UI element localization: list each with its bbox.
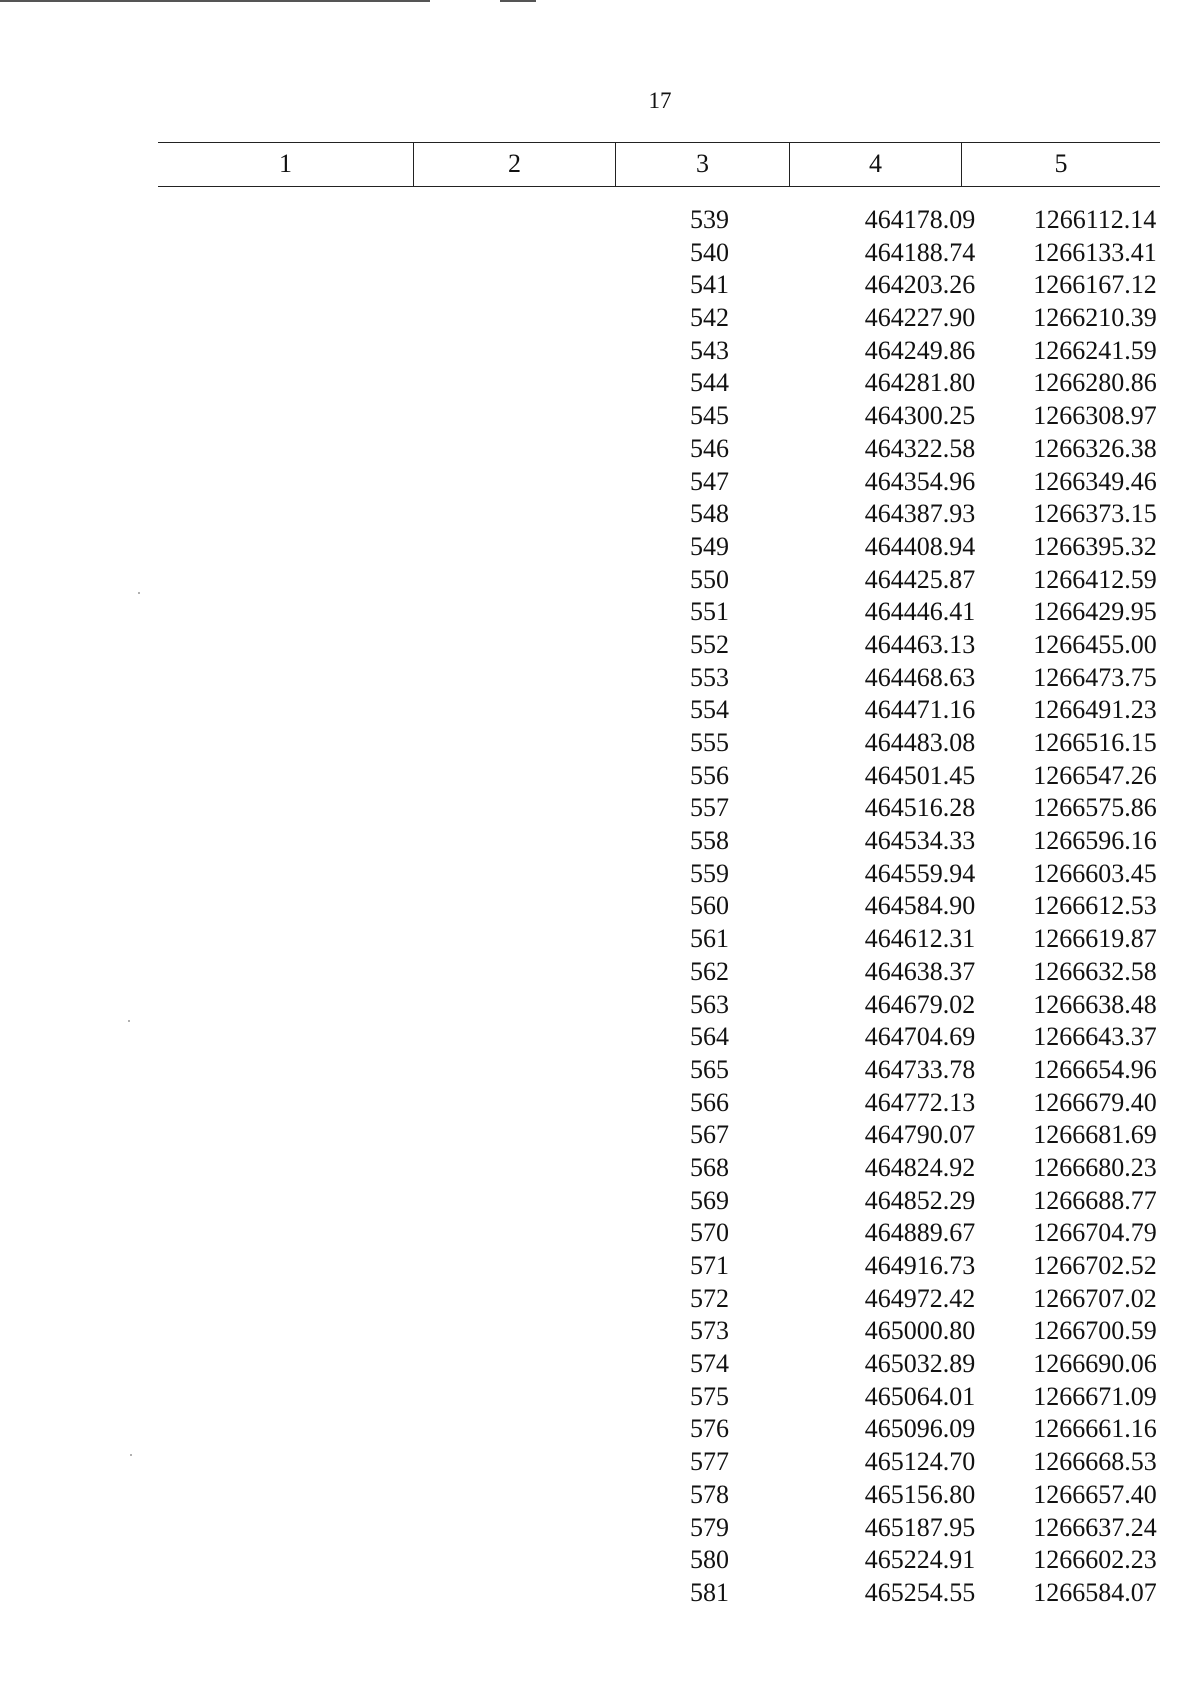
- table-row: [620, 956, 1180, 989]
- point-number-cell: 550: [690, 564, 729, 594]
- y-coordinate-cell: 1266133.41: [1033, 237, 1157, 267]
- point-number-cell: 568: [690, 1152, 729, 1182]
- table-row: [620, 694, 1180, 727]
- x-coordinate-cell: 464704.69: [864, 1022, 976, 1052]
- table-row: [620, 204, 1180, 237]
- y-coordinate-cell: 1266516.15: [1033, 728, 1157, 757]
- table-row: [620, 1119, 1180, 1152]
- table-row: [620, 629, 1180, 662]
- table-row: [620, 1479, 1180, 1512]
- x-coordinate-cell: 465032.89: [864, 1349, 976, 1379]
- table-row: [620, 1348, 1180, 1381]
- point-number-cell: 557: [690, 793, 729, 823]
- point-number-cell: 573: [690, 1316, 729, 1346]
- x-coordinate-cell: 464178.09: [864, 205, 976, 234]
- y-coordinate-cell: 1266654.96: [1033, 1054, 1157, 1084]
- y-coordinate-cell: 1266429.95: [1033, 597, 1157, 627]
- y-coordinate-cell: 1266210.39: [1033, 303, 1157, 333]
- x-coordinate-cell: 464772.13: [864, 1087, 976, 1117]
- y-coordinate-cell: 1266637.24: [1033, 1512, 1157, 1542]
- y-coordinate-cell: 1266349.46: [1033, 466, 1157, 496]
- table-header-bottom-rule: [158, 186, 1160, 187]
- y-coordinate-cell: 1266688.77: [1033, 1185, 1157, 1215]
- point-number-cell: 542: [690, 303, 729, 333]
- point-number-cell: 551: [690, 597, 729, 627]
- x-coordinate-cell: 464559.94: [864, 858, 976, 888]
- y-coordinate-cell: 1266681.69: [1033, 1120, 1157, 1150]
- table-row: [620, 302, 1180, 335]
- y-coordinate-cell: 1266491.23: [1033, 695, 1157, 725]
- y-coordinate-cell: 1266112.14: [1033, 205, 1157, 234]
- y-coordinate-cell: 1266702.52: [1033, 1251, 1157, 1280]
- table-row: [620, 1152, 1180, 1185]
- y-coordinate-cell: 1266680.23: [1033, 1152, 1157, 1182]
- point-number-cell: 560: [690, 891, 729, 921]
- x-coordinate-cell: 464972.42: [864, 1283, 976, 1313]
- column-header-5: 5: [1054, 149, 1068, 178]
- y-coordinate-cell: 1266700.59: [1033, 1316, 1157, 1346]
- x-coordinate-cell: 464249.86: [864, 335, 976, 365]
- point-number-cell: 539: [690, 205, 729, 234]
- x-coordinate-cell: 465254.55: [864, 1577, 976, 1607]
- point-number-cell: 571: [690, 1251, 729, 1280]
- table-row: [620, 1413, 1180, 1446]
- y-coordinate-cell: 1266473.75: [1033, 662, 1157, 692]
- point-number-cell: 562: [690, 956, 729, 986]
- point-number-cell: 579: [690, 1512, 729, 1542]
- y-coordinate-cell: 1266619.87: [1033, 924, 1157, 954]
- y-coordinate-cell: 1266657.40: [1033, 1479, 1157, 1509]
- table-row: [620, 727, 1180, 760]
- x-coordinate-cell: 465156.80: [864, 1479, 976, 1509]
- x-coordinate-cell: 464483.08: [864, 728, 976, 757]
- column-header-4: 4: [790, 142, 962, 186]
- x-coordinate-cell: 464733.78: [864, 1054, 976, 1084]
- table-row: [620, 1250, 1180, 1283]
- x-coordinate-cell: 465224.91: [864, 1545, 976, 1575]
- table-row: [620, 1217, 1180, 1250]
- point-number-cell: 575: [690, 1381, 729, 1411]
- point-number-cell: 549: [690, 531, 729, 561]
- x-coordinate-cell: 464300.25: [864, 401, 976, 431]
- x-coordinate-cell: 464534.33: [864, 826, 976, 856]
- table-row: [620, 1577, 1180, 1610]
- scan-speck: [138, 592, 140, 594]
- x-coordinate-cell: 465124.70: [864, 1447, 976, 1477]
- table-row: [620, 335, 1180, 368]
- y-coordinate-cell: 1266690.06: [1033, 1349, 1157, 1379]
- point-number-cell: 567: [690, 1120, 729, 1150]
- point-number-cell: 580: [690, 1545, 729, 1575]
- x-coordinate-cell: 464188.74: [864, 237, 976, 267]
- point-number-cell: 540: [690, 237, 729, 267]
- y-coordinate-cell: 1266280.86: [1033, 368, 1157, 398]
- y-coordinate-cell: 1266707.02: [1033, 1283, 1157, 1313]
- table-row: [620, 400, 1180, 433]
- y-coordinate-cell: 1266671.09: [1033, 1381, 1157, 1411]
- scan-speck: [128, 1020, 130, 1022]
- y-coordinate-cell: 1266241.59: [1033, 335, 1157, 365]
- y-coordinate-cell: 1266395.32: [1033, 531, 1157, 561]
- point-number-cell: 581: [690, 1577, 729, 1607]
- table-row: [620, 564, 1180, 597]
- table-row: [620, 1087, 1180, 1120]
- table-row: [620, 269, 1180, 302]
- table-row: [620, 433, 1180, 466]
- y-coordinate-cell: 1266596.16: [1033, 826, 1157, 856]
- x-coordinate-cell: 464425.87: [864, 564, 976, 594]
- point-number-cell: 572: [690, 1283, 729, 1313]
- y-coordinate-cell: 1266679.40: [1033, 1087, 1157, 1117]
- point-number-cell: 553: [690, 662, 729, 692]
- y-coordinate-cell: 1266632.58: [1033, 956, 1157, 986]
- point-number-cell: 578: [690, 1479, 729, 1509]
- x-coordinate-cell: 464471.16: [864, 695, 976, 725]
- x-coordinate-cell: 464354.96: [864, 466, 976, 496]
- point-number-cell: 545: [690, 401, 729, 431]
- table-header: [158, 142, 1160, 186]
- point-number-cell: 564: [690, 1022, 729, 1052]
- point-number-cell: 559: [690, 858, 729, 888]
- x-coordinate-cell: 465064.01: [864, 1381, 976, 1411]
- table-row: [620, 1544, 1180, 1577]
- x-coordinate-cell: 464387.93: [864, 499, 976, 529]
- point-number-cell: 541: [690, 270, 729, 300]
- x-coordinate-cell: 464790.07: [864, 1120, 976, 1150]
- y-coordinate-cell: 1266373.15: [1033, 499, 1157, 529]
- table-row: [620, 1512, 1180, 1545]
- y-coordinate-cell: 1266603.45: [1033, 858, 1157, 888]
- x-coordinate-cell: 465096.09: [864, 1414, 976, 1444]
- x-coordinate-cell: 464612.31: [864, 924, 976, 954]
- x-coordinate-cell: 464889.67: [864, 1218, 976, 1248]
- y-coordinate-cell: 1266638.48: [1033, 989, 1157, 1019]
- table-row: [620, 1021, 1180, 1054]
- point-number-cell: 552: [690, 629, 729, 659]
- table-row: [620, 367, 1180, 400]
- point-number-cell: 554: [690, 695, 729, 725]
- table-row: [620, 890, 1180, 923]
- y-coordinate-cell: 1266308.97: [1033, 401, 1157, 431]
- point-number-cell: 563: [690, 989, 729, 1019]
- table-row: [620, 531, 1180, 564]
- table-row: [620, 237, 1180, 270]
- x-coordinate-cell: 464501.45: [864, 760, 976, 790]
- coordinates-table-body: [620, 204, 1180, 1610]
- point-number-cell: 576: [690, 1414, 729, 1444]
- x-coordinate-cell: 465187.95: [864, 1512, 976, 1542]
- point-number-cell: 566: [690, 1087, 729, 1117]
- column-header-3: 3: [616, 142, 790, 186]
- x-coordinate-cell: 464322.58: [864, 433, 976, 463]
- x-coordinate-cell: 464281.80: [864, 368, 976, 398]
- table-row: [620, 760, 1180, 793]
- x-coordinate-cell: 464824.92: [864, 1152, 976, 1182]
- table-row: [620, 662, 1180, 695]
- table-row: [620, 989, 1180, 1022]
- table-row: [620, 498, 1180, 531]
- scan-edge-mark: [500, 0, 536, 2]
- table-row: [620, 858, 1180, 891]
- y-coordinate-cell: 1266412.59: [1033, 564, 1157, 594]
- y-coordinate-cell: 1266326.38: [1033, 433, 1157, 463]
- y-coordinate-cell: 1266575.86: [1033, 793, 1157, 823]
- table-row: [620, 1381, 1180, 1414]
- y-coordinate-cell: 1266584.07: [1033, 1577, 1157, 1607]
- y-coordinate-cell: 1266612.53: [1033, 891, 1157, 921]
- x-coordinate-cell: 464679.02: [864, 989, 976, 1019]
- table-row: [620, 1315, 1180, 1348]
- y-coordinate-cell: 1266643.37: [1033, 1022, 1157, 1052]
- x-coordinate-cell: 464638.37: [864, 956, 976, 986]
- point-number-cell: 544: [690, 368, 729, 398]
- x-coordinate-cell: 464227.90: [864, 303, 976, 333]
- x-coordinate-cell: 464408.94: [864, 531, 976, 561]
- y-coordinate-cell: 1266704.79: [1033, 1218, 1157, 1248]
- y-coordinate-cell: 1266547.26: [1033, 760, 1157, 790]
- point-number-cell: 565: [690, 1054, 729, 1084]
- y-coordinate-cell: 1266455.00: [1033, 629, 1157, 659]
- scan-speck: [130, 1454, 132, 1456]
- point-number-cell: 546: [690, 433, 729, 463]
- x-coordinate-cell: 464463.13: [864, 629, 976, 659]
- y-coordinate-cell: 1266167.12: [1033, 270, 1157, 300]
- table-row: [620, 1185, 1180, 1218]
- column-header-2: 2: [414, 142, 616, 186]
- point-number-cell: 569: [690, 1185, 729, 1215]
- y-coordinate-cell: 1266602.23: [1033, 1545, 1157, 1575]
- page-number: 17: [648, 88, 672, 113]
- table-row: [620, 1446, 1180, 1479]
- table-row: [620, 792, 1180, 825]
- x-coordinate-cell: 464852.29: [864, 1185, 976, 1215]
- table-row: [620, 596, 1180, 629]
- point-number-cell: 548: [690, 499, 729, 529]
- table-row: [620, 1054, 1180, 1087]
- x-coordinate-cell: 464446.41: [864, 597, 976, 627]
- x-coordinate-cell: 465000.80: [864, 1316, 976, 1346]
- table-row: [620, 466, 1180, 499]
- scan-edge-line: [0, 0, 430, 2]
- point-number-cell: 577: [690, 1447, 729, 1477]
- x-coordinate-cell: 464203.26: [864, 270, 976, 300]
- y-coordinate-cell: 1266661.16: [1033, 1414, 1157, 1444]
- point-number-cell: 556: [690, 760, 729, 790]
- table-row: [620, 923, 1180, 956]
- column-header-1: 1: [158, 142, 414, 186]
- y-coordinate-cell: 1266668.53: [1033, 1447, 1157, 1477]
- x-coordinate-cell: 464584.90: [864, 891, 976, 921]
- point-number-cell: 574: [690, 1349, 729, 1379]
- point-number-cell: 558: [690, 826, 729, 856]
- x-coordinate-cell: 464916.73: [864, 1251, 976, 1280]
- x-coordinate-cell: 464516.28: [864, 793, 976, 823]
- table-row: [620, 1283, 1180, 1316]
- x-coordinate-cell: 464468.63: [864, 662, 976, 692]
- point-number-cell: 547: [690, 466, 729, 496]
- table-row: [620, 825, 1180, 858]
- point-number-cell: 555: [690, 728, 729, 757]
- point-number-cell: 543: [690, 335, 729, 365]
- point-number-cell: 570: [690, 1218, 729, 1248]
- point-number-cell: 561: [690, 924, 729, 954]
